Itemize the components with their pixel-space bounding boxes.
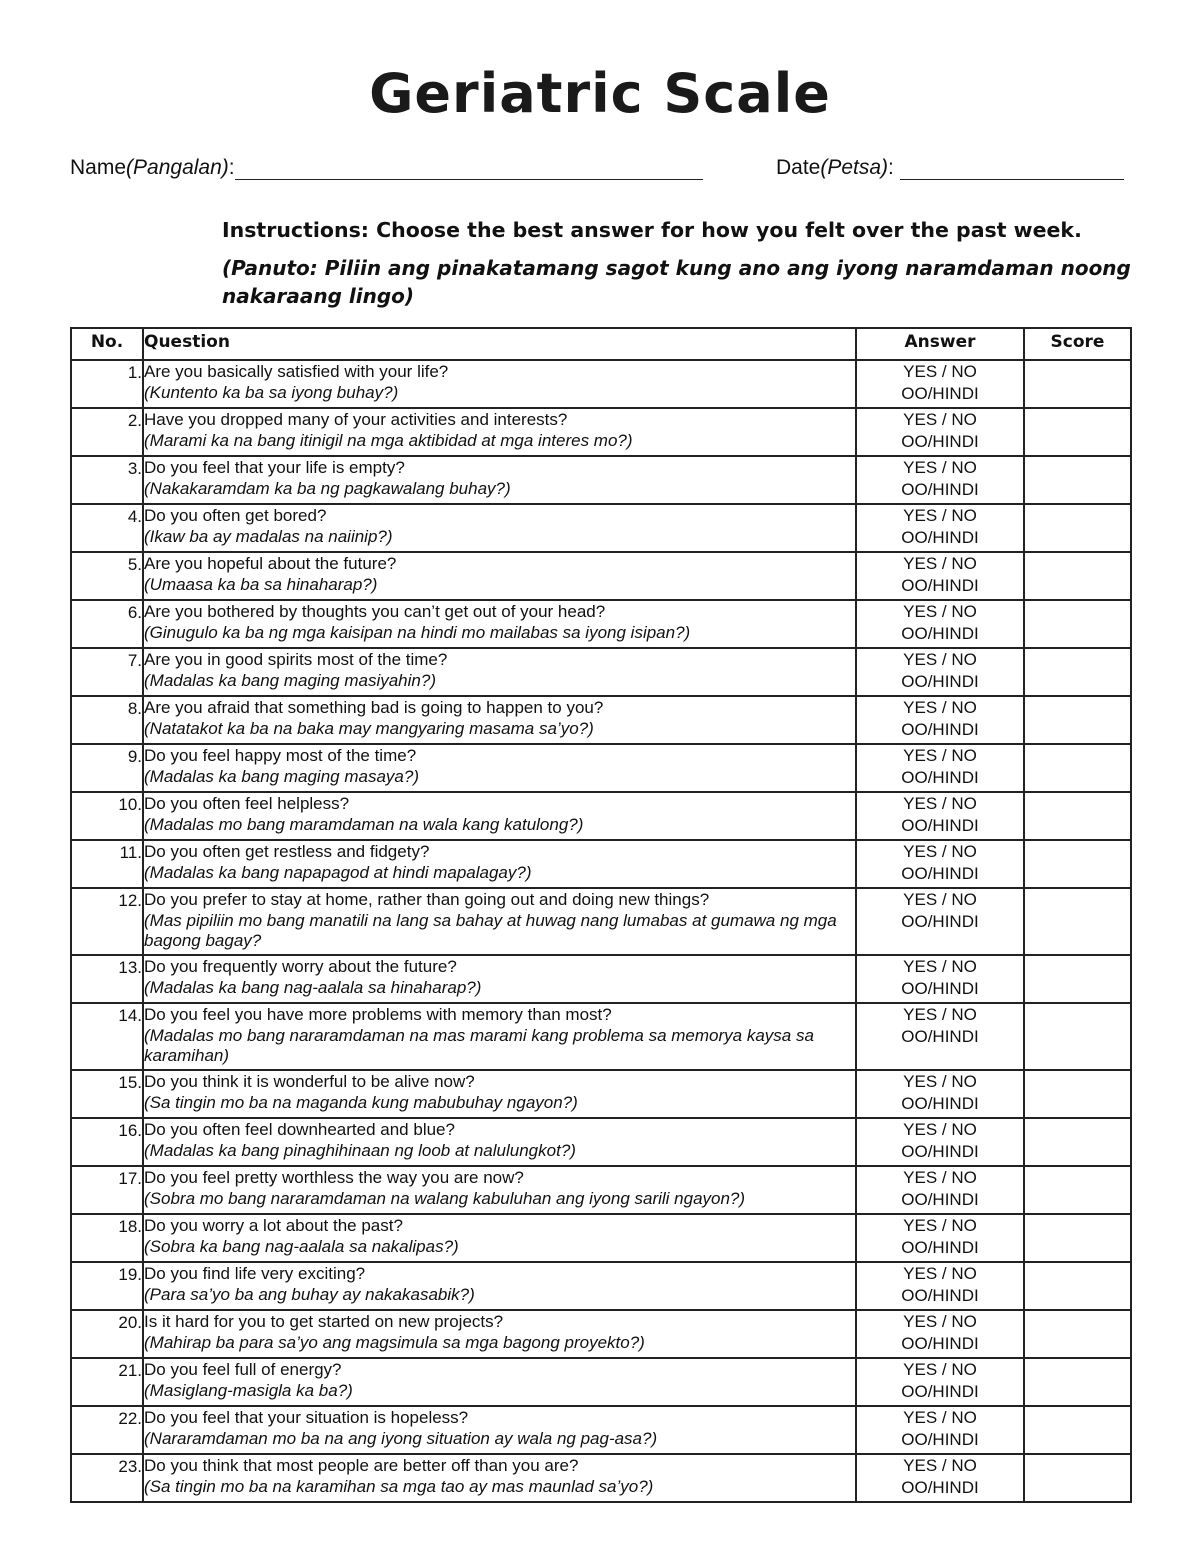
answer-options-english[interactable]: YES / NO (903, 957, 977, 976)
score-cell[interactable] (1024, 600, 1131, 648)
answer-cell[interactable] (856, 888, 1024, 955)
answer-options-tagalog[interactable]: OO/HINDI (901, 1190, 979, 1209)
question-number: 18. (71, 1214, 143, 1262)
answer-cell[interactable] (856, 600, 1024, 648)
question-english: Are you in good spirits most of the time? (144, 650, 448, 669)
question-cell (143, 1358, 856, 1406)
answer-options-tagalog[interactable]: OO/HINDI (901, 1238, 979, 1257)
page-title: Geriatric Scale (369, 62, 831, 125)
score-cell[interactable] (1024, 552, 1131, 600)
score-cell[interactable] (1024, 744, 1131, 792)
table-row (71, 1262, 1131, 1310)
answer-options-tagalog[interactable]: OO/HINDI (901, 1094, 979, 1113)
question-tagalog: (Madalas ka bang maging masaya?) (144, 767, 419, 786)
answer-options-tagalog[interactable]: OO/HINDI (901, 1334, 979, 1353)
question-english: Do you prefer to stay at home, rather than going out and doing new things? (144, 890, 710, 909)
table-row (71, 1358, 1131, 1406)
answer-options-tagalog[interactable]: OO/HINDI (901, 432, 979, 451)
table-row (71, 744, 1131, 792)
answer-options-english[interactable]: YES / NO (903, 1360, 977, 1379)
question-number: 20. (71, 1310, 143, 1358)
score-cell[interactable] (1024, 1166, 1131, 1214)
answer-options-tagalog[interactable]: OO/HINDI (901, 480, 979, 499)
score-cell[interactable] (1024, 1262, 1131, 1310)
table-row (71, 1118, 1131, 1166)
answer-options-tagalog[interactable]: OO/HINDI (901, 1382, 979, 1401)
question-english: Do you often feel downhearted and blue? (144, 1120, 455, 1139)
answer-options-tagalog[interactable]: OO/HINDI (901, 768, 979, 787)
instructions-translation: (Panuto: Piliin ang pinakatamang sagot kung ano ang iyong naramdaman noong nakaraang lingo) (222, 256, 1131, 308)
table-row (71, 360, 1131, 408)
score-cell[interactable] (1024, 1310, 1131, 1358)
table-row (71, 408, 1131, 456)
score-cell[interactable] (1024, 1214, 1131, 1262)
answer-options-tagalog[interactable]: OO/HINDI (901, 1478, 979, 1497)
answer-options-english[interactable]: YES / NO (903, 1005, 977, 1024)
question-english: Have you dropped many of your activities and interests? (144, 410, 568, 429)
question-cell (143, 456, 856, 504)
answer-cell[interactable] (856, 360, 1024, 408)
answer-cell[interactable] (856, 840, 1024, 888)
answer-options-tagalog[interactable]: OO/HINDI (901, 384, 979, 403)
answer-options-english[interactable]: YES / NO (903, 410, 977, 429)
question-number: 12. (71, 888, 143, 955)
question-cell (143, 696, 856, 744)
question-cell (143, 1310, 856, 1358)
score-cell[interactable] (1024, 792, 1131, 840)
answer-options-tagalog[interactable]: OO/HINDI (901, 672, 979, 691)
table-header-row (71, 328, 1131, 360)
answer-cell[interactable] (856, 1406, 1024, 1454)
question-tagalog: (Madalas ka bang maging masiyahin?) (144, 671, 436, 690)
answer-cell[interactable] (856, 504, 1024, 552)
score-cell[interactable] (1024, 1358, 1131, 1406)
question-tagalog: (Nakakaramdam ka ba ng pagkawalang buhay?) (144, 479, 511, 498)
question-number: 21. (71, 1358, 143, 1406)
table-row (71, 792, 1131, 840)
answer-cell[interactable] (856, 648, 1024, 696)
question-tagalog: (Ikaw ba ay madalas na naiinip?) (144, 527, 393, 546)
table-row (71, 1310, 1131, 1358)
answer-options-english[interactable]: YES / NO (903, 1456, 977, 1475)
answer-cell[interactable] (856, 744, 1024, 792)
table-row (71, 456, 1131, 504)
question-cell (143, 1406, 856, 1454)
answer-cell[interactable] (856, 1003, 1024, 1070)
answer-options-english[interactable]: YES / NO (903, 698, 977, 717)
question-english: Is it hard for you to get started on new projects? (144, 1312, 504, 1331)
answer-options-english[interactable]: YES / NO (903, 794, 977, 813)
question-cell (143, 1003, 856, 1070)
answer-options-tagalog[interactable]: OO/HINDI (901, 1430, 979, 1449)
instructions-text: Choose the best answer for how you felt over the past week. (376, 218, 1082, 242)
answer-options-tagalog[interactable]: OO/HINDI (901, 1142, 979, 1161)
question-english: Do you feel full of energy? (144, 1360, 342, 1379)
answer-options-english[interactable]: YES / NO (903, 1168, 977, 1187)
score-cell[interactable] (1024, 1003, 1131, 1070)
question-cell (143, 840, 856, 888)
question-english: Are you bothered by thoughts you can’t get out of your head? (144, 602, 606, 621)
question-tagalog: (Para sa’yo ba ang buhay ay nakakasabik?) (144, 1285, 475, 1304)
answer-cell[interactable] (856, 552, 1024, 600)
answer-options-english[interactable]: YES / NO (903, 842, 977, 861)
question-tagalog: (Natatakot ka ba na baka may mangyaring masama sa’yo?) (144, 719, 594, 738)
table-row (71, 955, 1131, 1003)
instructions (222, 218, 1082, 242)
question-cell (143, 1454, 856, 1502)
question-tagalog: (Sobra ka bang nag-aalala sa nakalipas?) (144, 1237, 459, 1256)
question-number: 17. (71, 1166, 143, 1214)
score-cell[interactable] (1024, 1406, 1131, 1454)
question-cell (143, 888, 856, 955)
question-number: 16. (71, 1118, 143, 1166)
question-cell (143, 504, 856, 552)
question-cell (143, 744, 856, 792)
question-number: 22. (71, 1406, 143, 1454)
question-english: Do you frequently worry about the future? (144, 957, 457, 976)
header-answer: Answer (856, 328, 1024, 360)
question-tagalog: (Mahirap ba para sa’yo ang magsimula sa mga bagong proyekto?) (144, 1333, 645, 1352)
table-row (71, 1214, 1131, 1262)
score-cell[interactable] (1024, 456, 1131, 504)
question-english: Do you often get restless and fidgety? (144, 842, 430, 861)
score-cell[interactable] (1024, 955, 1131, 1003)
answer-cell[interactable] (856, 1262, 1024, 1310)
answer-options-english[interactable]: YES / NO (903, 554, 977, 573)
table-row (71, 840, 1131, 888)
question-cell (143, 1118, 856, 1166)
answer-options-english[interactable]: YES / NO (903, 458, 977, 477)
question-number: 14. (71, 1003, 143, 1070)
question-cell (143, 792, 856, 840)
answer-options-tagalog[interactable]: OO/HINDI (901, 720, 979, 739)
question-english: Do you feel pretty worthless the way you are now? (144, 1168, 524, 1187)
answer-options-english[interactable]: YES / NO (903, 890, 977, 909)
answer-cell[interactable] (856, 1070, 1024, 1118)
score-cell[interactable] (1024, 1070, 1131, 1118)
table-row (71, 888, 1131, 955)
answer-cell[interactable] (856, 1358, 1024, 1406)
question-tagalog: (Sa tingin mo ba na maganda kung mabubuhay ngayon?) (144, 1093, 578, 1112)
question-tagalog: (Masiglang-masigla ka ba?) (144, 1381, 353, 1400)
question-tagalog: (Madalas mo bang maramdaman na wala kang katulong?) (144, 815, 584, 834)
answer-cell[interactable] (856, 1214, 1024, 1262)
answer-options-english[interactable]: YES / NO (903, 1408, 977, 1427)
answer-options-tagalog[interactable]: OO/HINDI (901, 979, 979, 998)
name-field[interactable] (70, 156, 703, 180)
question-english: Do you often get bored? (144, 506, 327, 525)
question-tagalog: (Madalas mo bang nararamdaman na mas marami kang problema sa memorya kaysa sa karamihan) (144, 1026, 814, 1065)
score-cell[interactable] (1024, 888, 1131, 955)
question-cell (143, 600, 856, 648)
answer-cell[interactable] (856, 1454, 1024, 1502)
answer-cell[interactable] (856, 1118, 1024, 1166)
question-english: Do you feel that your situation is hopeless? (144, 1408, 469, 1427)
question-english: Do you feel happy most of the time? (144, 746, 417, 765)
question-number: 6. (71, 600, 143, 648)
question-english: Do you worry a lot about the past? (144, 1216, 403, 1235)
question-cell (143, 360, 856, 408)
question-number: 2. (71, 408, 143, 456)
question-tagalog: (Madalas ka bang nag-aalala sa hinaharap?) (144, 978, 482, 997)
table-row (71, 1454, 1131, 1502)
header-question: Question (143, 328, 856, 360)
answer-options-english[interactable]: YES / NO (903, 1216, 977, 1235)
question-number: 10. (71, 792, 143, 840)
answer-options-tagalog[interactable]: OO/HINDI (901, 816, 979, 835)
table-row (71, 552, 1131, 600)
answer-cell[interactable] (856, 955, 1024, 1003)
question-cell (143, 1214, 856, 1262)
question-tagalog: (Kuntento ka ba sa iyong buhay?) (144, 383, 399, 402)
question-english: Do you think it is wonderful to be alive now? (144, 1072, 475, 1091)
question-english: Do you feel that your life is empty? (144, 458, 405, 477)
header-score: Score (1024, 328, 1131, 360)
answer-options-tagalog[interactable]: OO/HINDI (901, 1286, 979, 1305)
question-tagalog: (Nararamdaman mo ba na ang iyong situation ay wala ng pag-asa?) (144, 1429, 658, 1448)
score-cell[interactable] (1024, 840, 1131, 888)
question-tagalog: (Sa tingin mo ba na karamihan sa mga tao ay mas maunlad sa’yo?) (144, 1477, 654, 1496)
question-number: 1. (71, 360, 143, 408)
score-cell[interactable] (1024, 1454, 1131, 1502)
question-english: Do you think that most people are better off than you are? (144, 1456, 579, 1475)
question-english: Do you find life very exciting? (144, 1264, 366, 1283)
score-cell[interactable] (1024, 408, 1131, 456)
table-row (71, 1003, 1131, 1070)
question-english: Are you afraid that something bad is going to happen to you? (144, 698, 604, 717)
question-number: 13. (71, 955, 143, 1003)
answer-options-tagalog[interactable]: OO/HINDI (901, 528, 979, 547)
answer-options-tagalog[interactable]: OO/HINDI (901, 624, 979, 643)
answer-options-tagalog[interactable]: OO/HINDI (901, 864, 979, 883)
question-english: Do you feel you have more problems with memory than most? (144, 1005, 612, 1024)
answer-options-tagalog[interactable]: OO/HINDI (901, 1027, 979, 1046)
question-cell (143, 1166, 856, 1214)
question-tagalog: (Ginugulo ka ba ng mga kaisipan na hindi mo mailabas sa iyong isipan?) (144, 623, 691, 642)
question-cell (143, 1070, 856, 1118)
table-row (71, 504, 1131, 552)
score-cell[interactable] (1024, 504, 1131, 552)
answer-cell[interactable] (856, 792, 1024, 840)
answer-cell[interactable] (856, 1166, 1024, 1214)
question-tagalog: (Madalas ka bang pinaghihinaan ng loob at nalulungkot?) (144, 1141, 576, 1160)
question-cell (143, 1262, 856, 1310)
answer-options-english[interactable]: YES / NO (903, 1072, 977, 1091)
question-number: 7. (71, 648, 143, 696)
question-cell (143, 408, 856, 456)
question-number: 5. (71, 552, 143, 600)
answer-cell[interactable] (856, 1310, 1024, 1358)
question-number: 11. (71, 840, 143, 888)
question-english: Are you basically satisfied with your life? (144, 362, 449, 381)
question-tagalog: (Marami ka na bang itinigil na mga aktibidad at mga interes mo?) (144, 431, 633, 450)
question-number: 3. (71, 456, 143, 504)
table-row (71, 1166, 1131, 1214)
answer-cell[interactable] (856, 696, 1024, 744)
question-number: 19. (71, 1262, 143, 1310)
question-tagalog: (Mas pipiliin mo bang manatili na lang sa bahay at huwag nang lumabas at gumawa ng mga bagong bagay? (144, 911, 837, 950)
question-english: Do you often feel helpless? (144, 794, 350, 813)
question-english: Are you hopeful about the future? (144, 554, 397, 573)
answer-options-english[interactable]: YES / NO (903, 1264, 977, 1283)
question-tagalog: (Umaasa ka ba sa hinaharap?) (144, 575, 378, 594)
question-number: 15. (71, 1070, 143, 1118)
header-no: No. (71, 328, 143, 360)
table-row (71, 600, 1131, 648)
date-input-line[interactable] (900, 157, 1124, 180)
question-cell (143, 955, 856, 1003)
answer-options-english[interactable]: YES / NO (903, 650, 977, 669)
question-cell (143, 552, 856, 600)
score-cell[interactable] (1024, 360, 1131, 408)
name-label: Name(Pangalan): (70, 156, 235, 179)
score-cell[interactable] (1024, 648, 1131, 696)
question-cell (143, 648, 856, 696)
answer-options-tagalog[interactable]: OO/HINDI (901, 576, 979, 595)
instructions-label: Instructions: (222, 218, 369, 242)
answer-options-english[interactable]: YES / NO (903, 1120, 977, 1139)
score-cell[interactable] (1024, 1118, 1131, 1166)
answer-options-english[interactable]: YES / NO (903, 1312, 977, 1331)
date-label: Date(Petsa): (776, 156, 894, 179)
answer-cell[interactable] (856, 456, 1024, 504)
answer-options-tagalog[interactable]: OO/HINDI (901, 912, 979, 931)
question-number: 9. (71, 744, 143, 792)
name-input-line[interactable] (235, 157, 703, 180)
answer-options-english[interactable]: YES / NO (903, 602, 977, 621)
question-tagalog: (Madalas ka bang napapagod at hindi mapalagay?) (144, 863, 532, 882)
table-row (71, 696, 1131, 744)
question-number: 23. (71, 1454, 143, 1502)
table-row (71, 1406, 1131, 1454)
table-row (71, 648, 1131, 696)
table-row (71, 1070, 1131, 1118)
question-tagalog: (Sobra mo bang nararamdaman na walang kabuluhan ang iyong sarili ngayon?) (144, 1189, 746, 1208)
questionnaire-table (70, 327, 1132, 1503)
answer-cell[interactable] (856, 408, 1024, 456)
answer-options-english[interactable]: YES / NO (903, 362, 977, 381)
question-number: 4. (71, 504, 143, 552)
question-number: 8. (71, 696, 143, 744)
date-field[interactable] (776, 156, 1124, 180)
answer-options-english[interactable]: YES / NO (903, 506, 977, 525)
answer-options-english[interactable]: YES / NO (903, 746, 977, 765)
score-cell[interactable] (1024, 696, 1131, 744)
